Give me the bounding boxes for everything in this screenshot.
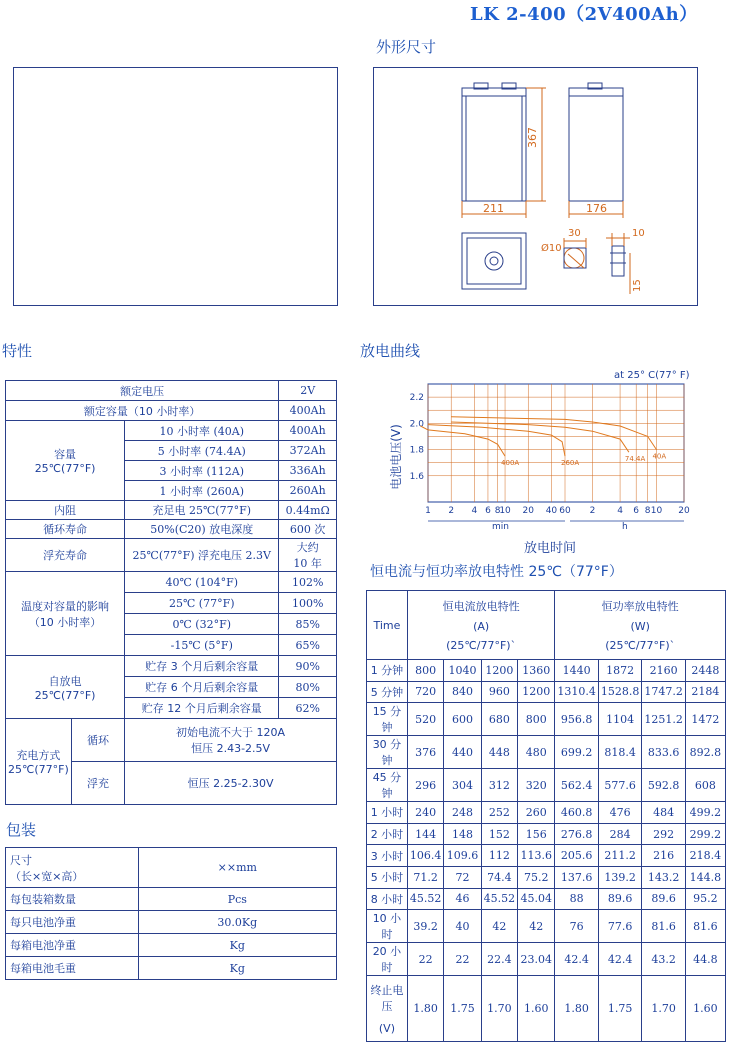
- final-voltage-cell: 1.70: [642, 976, 686, 1042]
- rated-voltage: 2V: [279, 381, 337, 401]
- x-tick-label: 60: [559, 506, 571, 516]
- discharge-time: 15 分钟: [367, 703, 408, 736]
- box-gross-weight-label: 每箱电池毛重: [6, 957, 139, 980]
- terminal-dia-label: Ø10: [541, 243, 562, 254]
- discharge-cell: 211.2: [598, 845, 642, 867]
- discharge-cell: 800: [518, 703, 555, 736]
- width-dim-label: 211: [483, 202, 504, 215]
- discharge-cell: 1872: [598, 660, 642, 682]
- cycle-life-value: 600 次: [279, 520, 337, 539]
- cycle-life-cond: 50%(C20) 放电深度: [125, 520, 279, 539]
- discharge-row: [367, 660, 726, 682]
- float-life-cond: 25℃(77°F) 浮充电压 2.3V: [125, 539, 279, 572]
- x-tick-label: 10: [499, 506, 511, 516]
- discharge-cell: 448: [481, 736, 518, 769]
- discharge-cell: 76: [555, 910, 599, 943]
- float-life-label: 浮充寿命: [6, 539, 125, 572]
- capacity-value: 336Ah: [279, 461, 337, 481]
- final-voltage-cell: 1.80: [555, 976, 599, 1042]
- discharge-cell: 304: [444, 769, 481, 802]
- discharge-cell: 1747.2: [642, 681, 686, 703]
- discharge-cell: 71.2: [407, 866, 444, 888]
- dimension-drawing: [374, 68, 697, 305]
- box-net-weight-value: Kg: [138, 934, 336, 957]
- discharge-cell: 960: [481, 681, 518, 703]
- resistance-cond: 充足电 25℃(77°F): [125, 501, 279, 520]
- discharge-cell: 42: [518, 910, 555, 943]
- discharge-cell: 144.8: [685, 866, 725, 888]
- series-label: 260A: [561, 459, 580, 468]
- discharge-cell: 40: [444, 910, 481, 943]
- discharge-cell: 156: [518, 823, 555, 845]
- x-tick-label: 20: [522, 506, 534, 516]
- chart-grid: [428, 384, 684, 502]
- discharge-cell: 143.2: [642, 866, 686, 888]
- capacity-temp: 25℃(77°F): [34, 462, 96, 475]
- self-discharge-value: 80%: [279, 677, 337, 698]
- discharge-cell: 577.6: [598, 769, 642, 802]
- cp-header: 恒功率放电特性: [601, 600, 679, 613]
- x-tick-label: 10: [650, 506, 663, 516]
- characteristics-heading: 特性: [2, 342, 33, 360]
- discharge-cell: 312: [481, 769, 518, 802]
- capacity-value: 400Ah: [279, 421, 337, 441]
- box-gross-weight-value: Kg: [138, 957, 336, 980]
- chart-xlabel: 放电时间: [523, 541, 577, 556]
- discharge-cell: 139.2: [598, 866, 642, 888]
- self-discharge-cond: 贮存 6 个月后剩余容量: [125, 677, 279, 698]
- cp-unit: (W): [630, 620, 650, 633]
- discharge-cell: 2448: [685, 660, 725, 682]
- x-unit-h: h: [622, 522, 628, 532]
- discharge-cell: 600: [444, 703, 481, 736]
- discharge-cell: 680: [481, 703, 518, 736]
- pack-qty-value: Pcs: [138, 888, 336, 911]
- discharge-cell: 22: [444, 943, 481, 976]
- discharge-cell: 1310.4: [555, 681, 599, 703]
- resistance-value: 0.44mΩ: [279, 501, 337, 520]
- packaging-heading: 包装: [6, 821, 37, 839]
- x-tick-label: 6: [633, 506, 640, 516]
- x-unit-min: min: [492, 522, 509, 532]
- discharge-cell: 81.6: [685, 910, 725, 943]
- final-voltage-cell: 1.80: [407, 976, 444, 1042]
- charge-method-label: 充电方式: [16, 749, 61, 762]
- discharge-cell: 376: [407, 736, 444, 769]
- discharge-time: 5 分钟: [367, 681, 408, 703]
- x-tick-label: 2: [589, 506, 596, 516]
- discharge-cell: 45.52: [407, 888, 444, 910]
- self-discharge-cond: 贮存 3 个月后剩余容量: [125, 656, 279, 677]
- terminal-thickness-label: 10: [632, 228, 645, 239]
- discharge-cell: 800: [407, 660, 444, 682]
- discharge-cell: 276.8: [555, 823, 599, 845]
- self-discharge-value: 90%: [279, 656, 337, 677]
- discharge-cell: 499.2: [685, 802, 725, 824]
- chart-annotation: at 25° C(77° F): [614, 370, 690, 381]
- final-voltage-unit: (V): [378, 1022, 395, 1036]
- discharge-cell: 484: [642, 802, 686, 824]
- y-tick-label: 1.6: [409, 471, 424, 482]
- x-tick-label: 20: [678, 506, 690, 516]
- temp-value: 85%: [279, 614, 337, 635]
- discharge-cell: 892.8: [685, 736, 725, 769]
- capacity-rate: 10 小时率 (40A): [125, 421, 279, 441]
- discharge-cell: 1200: [518, 681, 555, 703]
- discharge-cell: 818.4: [598, 736, 642, 769]
- discharge-cell: 144: [407, 823, 444, 845]
- front-view-outline: [462, 88, 526, 201]
- y-tick-label: 2.2: [409, 393, 424, 404]
- pack-size-sub: （长×宽×高）: [10, 869, 84, 883]
- discharge-cell: 299.2: [685, 823, 725, 845]
- dimensions-heading: 外形尺寸: [376, 38, 437, 56]
- discharge-cell: 476: [598, 802, 642, 824]
- final-voltage-label: 终止电压: [370, 984, 404, 1014]
- x-tick-label: 6: [485, 506, 491, 516]
- discharge-cell: 833.6: [642, 736, 686, 769]
- charge-method-temp: 25℃(77°F): [8, 763, 69, 776]
- discharge-row: [367, 845, 726, 867]
- side-view-outline: [569, 88, 623, 201]
- x-tick-label: 40: [545, 506, 558, 516]
- temp-effect-label: 温度对容量的影响: [21, 599, 110, 613]
- unit-weight-label: 每只电池净重: [6, 911, 139, 934]
- discharge-cell: 248: [444, 802, 481, 824]
- float-life-value-1: 大约: [296, 541, 319, 554]
- pack-size-label: 尺寸: [10, 853, 32, 867]
- chart-ylabel: 电池电压(V): [389, 424, 403, 490]
- discharge-row: [367, 866, 726, 888]
- discharge-row: [367, 888, 726, 910]
- cc-header: 恒电流放电特性: [442, 600, 520, 613]
- temp-cond: -15℃ (5°F): [125, 635, 279, 656]
- x-tick-label: 1: [425, 506, 431, 516]
- time-header: Time: [367, 591, 408, 660]
- temp-value: 100%: [279, 593, 337, 614]
- cycle-mode-voltage: 恒压 2.43-2.5V: [191, 742, 271, 755]
- discharge-time: 2 小时: [367, 823, 408, 845]
- capacity-rate: 5 小时率 (74.4A): [125, 441, 279, 461]
- box-net-weight-label: 每箱电池净重: [6, 934, 139, 957]
- x-tick-label: 4: [617, 506, 623, 516]
- discharge-cell: 22: [407, 943, 444, 976]
- discharge-cell: 205.6: [555, 845, 599, 867]
- discharge-cell: 592.8: [642, 769, 686, 802]
- discharge-cell: 45.04: [518, 888, 555, 910]
- x-tick-label: 4: [471, 506, 478, 516]
- discharge-table: [366, 590, 726, 1042]
- depth-dim-label: 176: [586, 202, 607, 215]
- product-photo-frame: [13, 67, 338, 306]
- discharge-cell: 1200: [481, 660, 518, 682]
- discharge-cell: 112: [481, 845, 518, 867]
- discharge-cell: 1251.2: [642, 703, 686, 736]
- rated-voltage-label: 额定电压: [6, 381, 279, 401]
- discharge-cell: 42.4: [555, 943, 599, 976]
- characteristics-table: [5, 380, 337, 805]
- cc-temp: (25℃/77°F)`: [446, 639, 517, 652]
- discharge-row: [367, 802, 726, 824]
- y-tick-label: 1.8: [409, 445, 424, 456]
- self-discharge-cond: 贮存 12 个月后剩余容量: [125, 698, 279, 719]
- page-title: LK 2-400（2V400Ah）: [470, 4, 698, 25]
- discharge-cell: 1472: [685, 703, 725, 736]
- terminal-width-label: 30: [568, 228, 581, 239]
- discharge-time: 20 小时: [367, 943, 408, 976]
- pack-qty-label: 每包装箱数量: [6, 888, 139, 911]
- discharge-curve-heading: 放电曲线: [360, 342, 421, 360]
- cycle-mode-label: 循环: [71, 719, 124, 762]
- self-discharge-label: 自放电: [48, 674, 82, 688]
- discharge-cell: 23.04: [518, 943, 555, 976]
- discharge-row: [367, 943, 726, 976]
- temp-cond: 40℃ (104°F): [125, 572, 279, 593]
- discharge-cell: 460.8: [555, 802, 599, 824]
- discharge-cell: 22.4: [481, 943, 518, 976]
- discharge-cell: 42: [481, 910, 518, 943]
- rated-capacity: 400Ah: [279, 401, 337, 421]
- height-dim-label: 367: [526, 127, 539, 148]
- discharge-cell: 2184: [685, 681, 725, 703]
- final-voltage-cell: 1.60: [518, 976, 555, 1042]
- self-discharge-temp: 25℃(77°F): [34, 688, 96, 702]
- series-label: 400A: [501, 459, 520, 468]
- x-tick-label: 8: [644, 506, 651, 516]
- discharge-cell: 2160: [642, 660, 686, 682]
- discharge-cell: 562.4: [555, 769, 599, 802]
- unit-weight-value: 30.0Kg: [138, 911, 336, 934]
- capacity-value: 260Ah: [279, 481, 337, 501]
- discharge-cell: 113.6: [518, 845, 555, 867]
- discharge-cell: 840: [444, 681, 481, 703]
- temp-cond: 0℃ (32°F): [125, 614, 279, 635]
- capacity-rate: 3 小时率 (112A): [125, 461, 279, 481]
- y-tick-label: 2.0: [409, 419, 424, 430]
- discharge-cell: 152: [481, 823, 518, 845]
- self-discharge-value: 62%: [279, 698, 337, 719]
- resistance-label: 内阻: [6, 501, 125, 520]
- discharge-cell: 1440: [555, 660, 599, 682]
- discharge-cell: 109.6: [444, 845, 481, 867]
- discharge-cell: 296: [407, 769, 444, 802]
- temp-value: 102%: [279, 572, 337, 593]
- series-line: [428, 425, 565, 457]
- top-view-outline: [462, 233, 526, 289]
- discharge-cell: 284: [598, 823, 642, 845]
- discharge-cell: 260: [518, 802, 555, 824]
- cycle-mode-current: 初始电流不大于 120A: [176, 726, 286, 739]
- series-label: 74.4A: [624, 455, 646, 464]
- discharge-cell: 72: [444, 866, 481, 888]
- discharge-cell: 699.2: [555, 736, 599, 769]
- rated-capacity-label: 额定容量（10 小时率）: [6, 401, 279, 421]
- discharge-cell: 81.6: [642, 910, 686, 943]
- discharge-time: 1 分钟: [367, 660, 408, 682]
- float-mode-value: 恒压 2.25-2.30V: [125, 762, 337, 805]
- temp-effect-sub: （10 小时率）: [28, 615, 102, 629]
- final-voltage-cell: 1.75: [598, 976, 642, 1042]
- discharge-cell: 95.2: [685, 888, 725, 910]
- discharge-time: 30 分钟: [367, 736, 408, 769]
- series-line: [451, 417, 656, 450]
- packaging-table: [5, 847, 337, 980]
- final-voltage-cell: 1.75: [444, 976, 481, 1042]
- discharge-cell: 608: [685, 769, 725, 802]
- discharge-cell: 44.8: [685, 943, 725, 976]
- discharge-cell: 240: [407, 802, 444, 824]
- temp-value: 65%: [279, 635, 337, 656]
- discharge-cell: 320: [518, 769, 555, 802]
- plot-frame: [428, 384, 684, 502]
- discharge-cell: 89.6: [598, 888, 642, 910]
- terminal-height-label: 15: [632, 279, 643, 292]
- final-voltage-cell: 1.70: [481, 976, 518, 1042]
- final-voltage-cell: 1.60: [685, 976, 725, 1042]
- x-tick-label: 2: [448, 506, 455, 516]
- discharge-cell: 956.8: [555, 703, 599, 736]
- discharge-time: 5 小时: [367, 866, 408, 888]
- discharge-cell: 74.4: [481, 866, 518, 888]
- cp-temp: (25℃/77°F)`: [605, 639, 676, 652]
- discharge-row: [367, 823, 726, 845]
- discharge-cell: 216: [642, 845, 686, 867]
- discharge-cell: 1040: [444, 660, 481, 682]
- discharge-cell: 440: [444, 736, 481, 769]
- dimension-drawing-frame: [373, 67, 698, 306]
- discharge-cell: 480: [518, 736, 555, 769]
- discharge-curve-chart: [380, 362, 710, 557]
- discharge-cell: 39.2: [407, 910, 444, 943]
- discharge-cell: 1528.8: [598, 681, 642, 703]
- discharge-cell: 1360: [518, 660, 555, 682]
- discharge-time: 1 小时: [367, 802, 408, 824]
- discharge-row: [367, 736, 726, 769]
- discharge-cell: 88: [555, 888, 599, 910]
- capacity-value: 372Ah: [279, 441, 337, 461]
- cc-unit: (A): [473, 620, 490, 633]
- discharge-cell: 218.4: [685, 845, 725, 867]
- discharge-cell: 106.4: [407, 845, 444, 867]
- discharge-time: 8 小时: [367, 888, 408, 910]
- discharge-cell: 252: [481, 802, 518, 824]
- discharge-cell: 46: [444, 888, 481, 910]
- discharge-cell: 1104: [598, 703, 642, 736]
- discharge-row: [367, 910, 726, 943]
- discharge-cell: 148: [444, 823, 481, 845]
- capacity-label: 容量: [54, 448, 77, 461]
- discharge-table-heading: 恒电流与恒功率放电特性 25℃（77°F）: [370, 564, 623, 580]
- discharge-cell: 77.6: [598, 910, 642, 943]
- discharge-cell: 292: [642, 823, 686, 845]
- discharge-row: [367, 769, 726, 802]
- discharge-time: 3 小时: [367, 845, 408, 867]
- temp-cond: 25℃ (77°F): [125, 593, 279, 614]
- float-life-value-2: 10 年: [293, 557, 322, 570]
- series-label: 40A: [652, 452, 667, 461]
- discharge-cell: 720: [407, 681, 444, 703]
- pack-size-value: ××mm: [138, 848, 336, 888]
- discharge-cell: 137.6: [555, 866, 599, 888]
- discharge-time: 10 小时: [367, 910, 408, 943]
- series-line: [421, 426, 506, 456]
- discharge-time: 45 分钟: [367, 769, 408, 802]
- cycle-life-label: 循环寿命: [6, 520, 125, 539]
- discharge-cell: 75.2: [518, 866, 555, 888]
- x-tick-label: 8: [494, 506, 501, 516]
- float-mode-label: 浮充: [71, 762, 124, 805]
- discharge-row: [367, 681, 726, 703]
- discharge-row: [367, 703, 726, 736]
- capacity-rate: 1 小时率 (260A): [125, 481, 279, 501]
- discharge-cell: 89.6: [642, 888, 686, 910]
- discharge-cell: 43.2: [642, 943, 686, 976]
- discharge-cell: 45.52: [481, 888, 518, 910]
- discharge-cell: 520: [407, 703, 444, 736]
- discharge-cell: 42.4: [598, 943, 642, 976]
